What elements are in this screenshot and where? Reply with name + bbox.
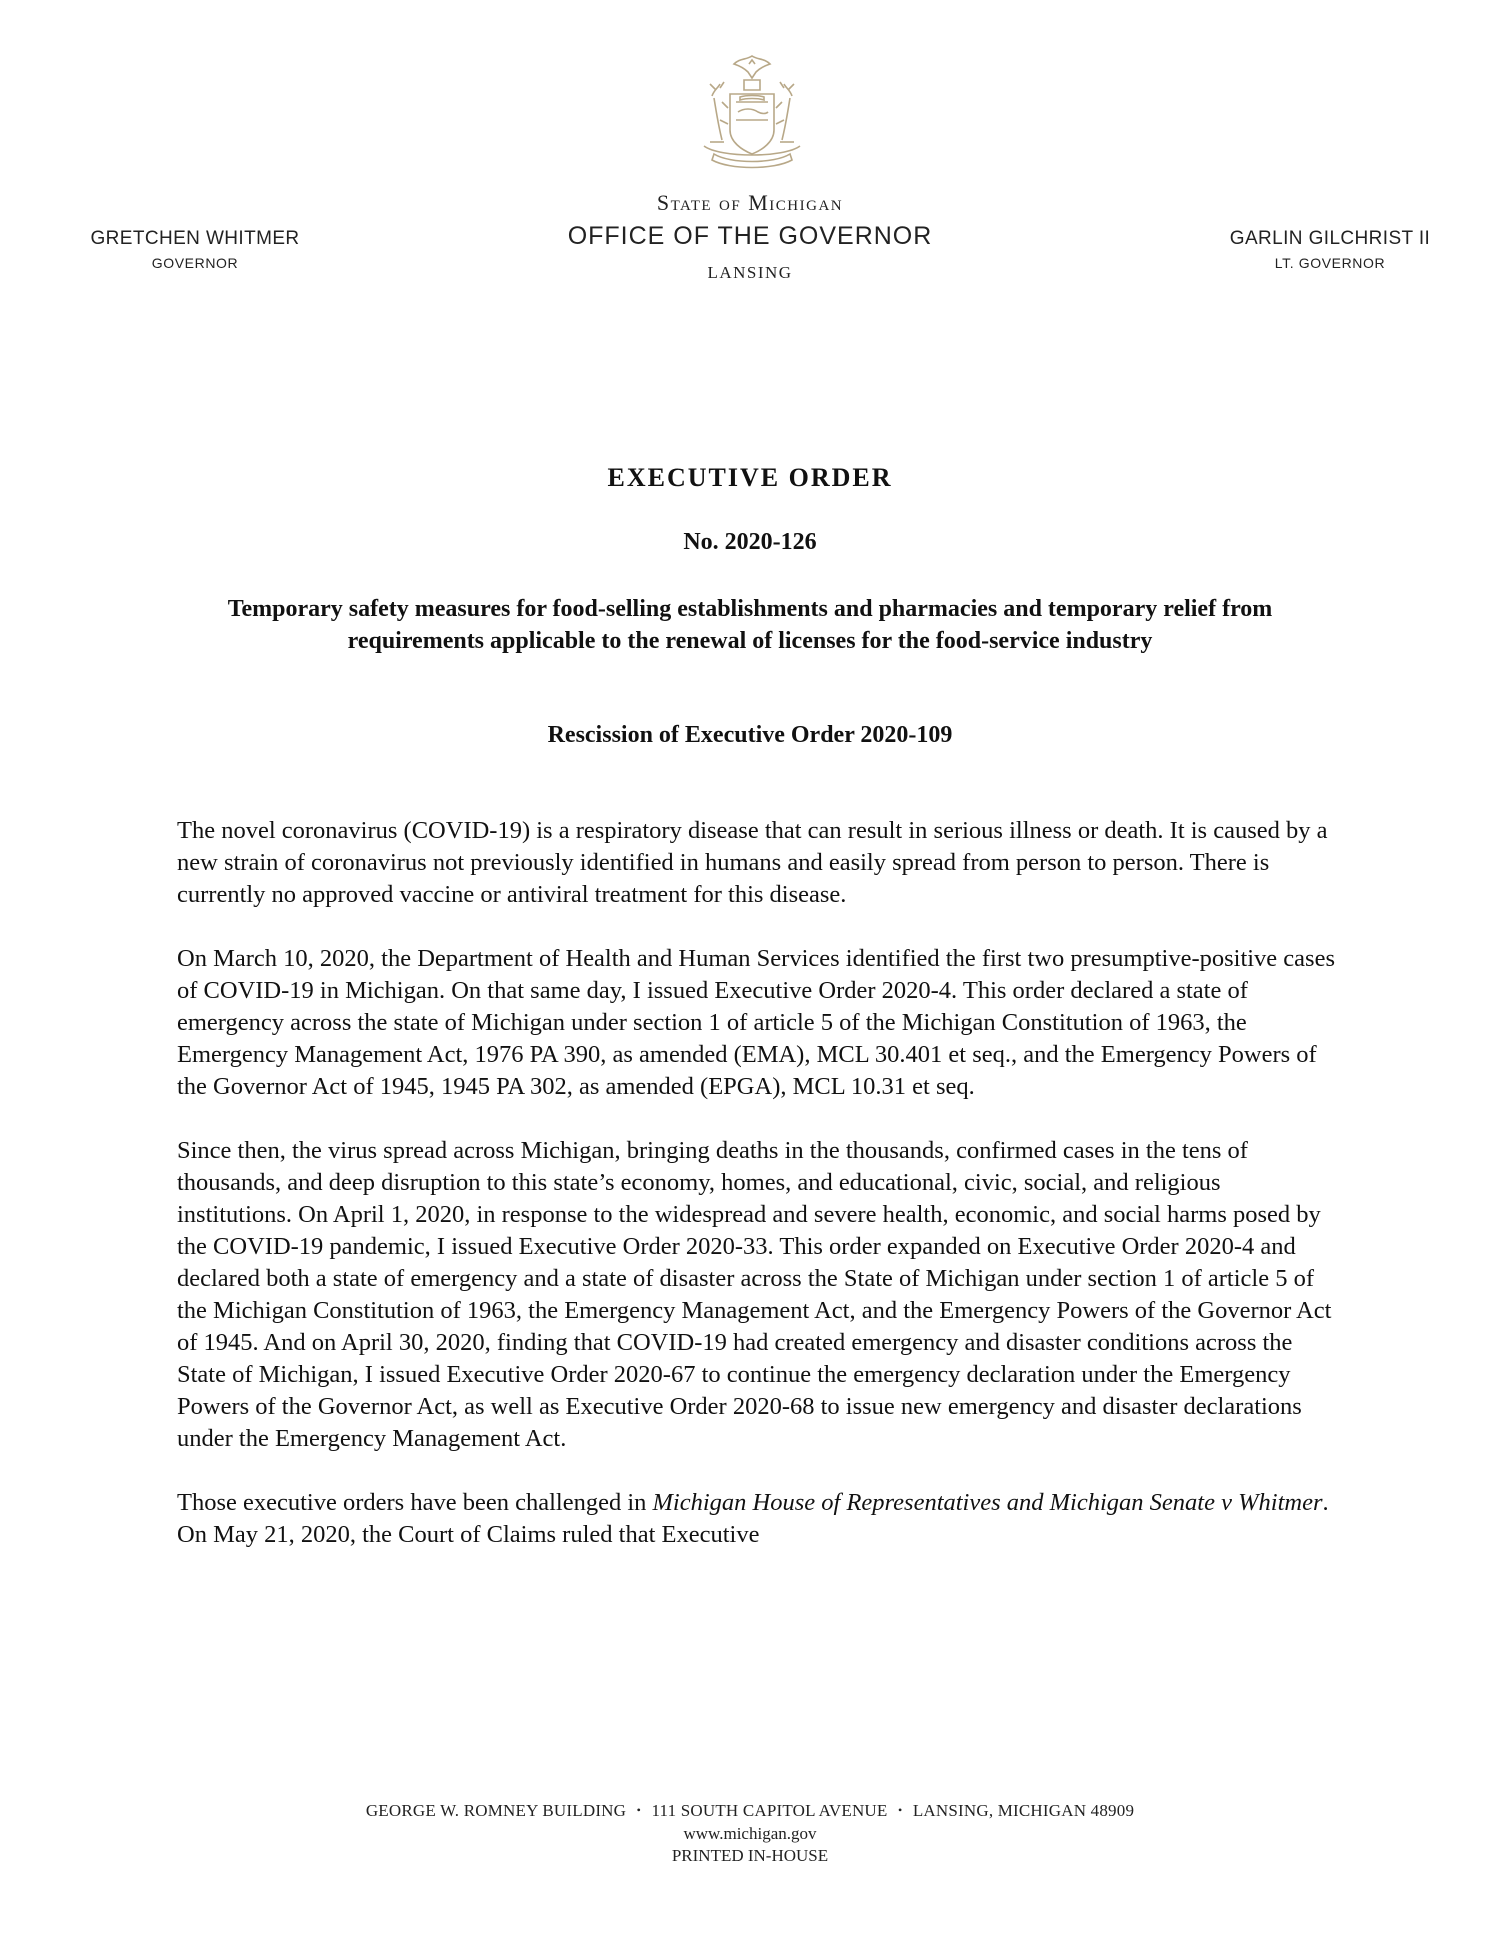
footer-address xyxy=(0,1798,1500,1823)
order-rescission: Rescission of Executive Order 2020-109 xyxy=(547,722,953,748)
footer-street: 111 SOUTH CAPITOL AVENUE xyxy=(651,1801,888,1820)
footer-website[interactable]: www.michigan.gov xyxy=(683,1824,817,1843)
order-body xyxy=(177,815,1337,1583)
lt-governor-block xyxy=(1195,228,1465,271)
body-paragraph-3: Since then, the virus spread across Michigan, bringing deaths in the thousands, confirmed cases in the tens of thousands, and deep disruption to this state’s economy, homes, and educational, civic, social, and religious institutions. On April 1, 2020, in response to the widespread and severe health, economic, and social harms posed by the COVID-19 pandemic, I issued Executive Order 2020-33. This order expanded on Executive Order 2020-4 and declared both a state of emergency and a state of disaster across the State of Michigan under section 1 of article 5 of the Michigan Constitution of 1963, the Emergency Management Act, and the Emergency Powers of the Governor Act of 1945. And on April 30, 2020, finding that COVID-19 had created emergency and disaster conditions across the State of Michigan, I issued Executive Order 2020-67 to continue the emergency declaration under the Emergency Powers of the Governor Act, as well as Executive Order 2020-68 to issue new emergency and disaster declarations under the Emergency Management Act. xyxy=(177,1137,1332,1452)
office-name: OFFICE OF THE GOVERNOR xyxy=(567,222,933,250)
state-name: State of Michigan xyxy=(656,190,844,215)
footer-separator: • xyxy=(636,1803,641,1817)
body-paragraph-1: The novel coronavirus (COVID-19) is a respiratory disease that can result in serious illness or death. It is caused by a new strain of coronavirus not previously identified in humans and easily spread from person to person. There is currently no approved vaccine or antiviral treatment for this disease. xyxy=(177,817,1328,908)
body-paragraph-4 xyxy=(177,1487,1337,1551)
paragraph-4-tail: . On May 21, 2020, the Court of Claims ruled that Executive xyxy=(177,1489,1329,1548)
order-number: No. 2020-126 xyxy=(683,529,817,555)
order-subject: Temporary safety measures for food-selling establishments and pharmacies and temporary relief from requirements applicable to the renewal of licenses for the food-service industry xyxy=(227,596,1273,654)
body-paragraph-2: On March 10, 2020, the Department of Health and Human Services identified the first two presumptive-positive cases of COVID-19 in Michigan. On that same day, I issued Executive Order 2020-4. This order declared a state of emergency across the state of Michigan under section 1 of article 5 of the Michigan Constitution of 1963, the Emergency Management Act, 1976 PA 390, as amended (EMA), MCL 30.401 et seq., and the Emergency Powers of the Governor Act of 1945, 1945 PA 302, as amended (EPGA), MCL 10.31 et seq. xyxy=(177,945,1335,1100)
case-name: Michigan House of Representatives and Michigan Senate v Whitmer xyxy=(652,1489,1323,1516)
governor-name: GRETCHEN WHITMER xyxy=(90,228,300,249)
michigan-seal-icon xyxy=(700,50,804,175)
order-heading: EXECUTIVE ORDER xyxy=(607,463,893,492)
footer-printed: PRINTED IN-HOUSE xyxy=(671,1846,829,1865)
footer-city: LANSING, MICHIGAN 48909 xyxy=(912,1801,1135,1820)
footer-separator: • xyxy=(897,1803,903,1817)
governor-block xyxy=(60,228,330,271)
office-city: LANSING xyxy=(707,263,793,282)
lt-governor-title: LT. GOVERNOR xyxy=(1274,255,1386,271)
page-footer xyxy=(0,1798,1500,1867)
lt-governor-name: GARLIN GILCHRIST II xyxy=(1229,228,1431,249)
governor-title: GOVERNOR xyxy=(151,255,239,271)
footer-building: GEORGE W. ROMNEY BUILDING xyxy=(365,1801,627,1820)
paragraph-4-lead: Those executive orders have been challenged in xyxy=(177,1489,653,1516)
